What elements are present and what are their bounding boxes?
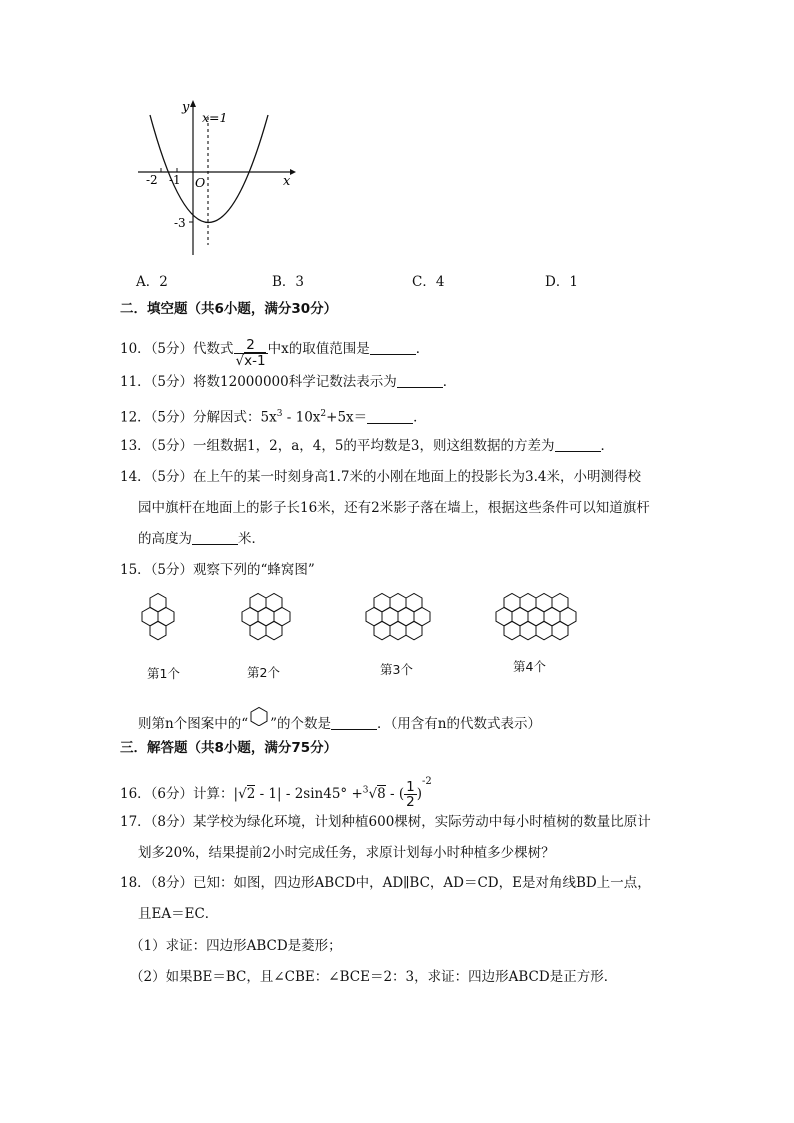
question-15-line-2: [138, 706, 541, 734]
honeycomb-caption-4: 第4个: [513, 659, 546, 674]
q13-answer-blank[interactable]: [555, 437, 601, 452]
q12-pre: 12．（5分）分解因式：5x: [120, 409, 277, 426]
q16-cube-index: 3: [362, 785, 369, 796]
q9-option-a: A．2: [136, 274, 168, 290]
q11-answer-blank[interactable]: [397, 373, 443, 388]
q10-end: ．: [415, 341, 430, 357]
q12-end: ．: [413, 409, 427, 426]
q13-end: ．: [600, 438, 615, 454]
q11-end: ．: [442, 374, 457, 390]
question-18-line-1: 18．（8分）已知：如图，四边形ABCD中，AD∥BC，AD＝CD，E是对角线BD上一点，: [120, 875, 651, 891]
q16-cube-radicand: 8: [377, 786, 386, 802]
question-16: 16．（6分）计算：|√2 - 1| - 2sin45° +$^3$√8 - ( $\frac{1}{2}$ )$^{-2}$: [120, 776, 432, 810]
q16-sqrt-radicand: 2: [246, 786, 256, 802]
q15-line2-post: ．（用含有n的代数式表示）: [377, 716, 541, 732]
q10-score: （5分）: [150, 341, 194, 357]
q9-option-d: D．1: [545, 274, 578, 290]
parabola-curve: [150, 115, 268, 223]
question-18-part-2: （2）如果BE＝BC，且∠CBE：∠BCE＝2：3，求证：四边形ABCD是正方形．: [130, 969, 618, 985]
q9-option-c: C．4: [412, 274, 445, 290]
honeycomb-figure-4: [496, 593, 576, 639]
hexagon-icon: [248, 706, 270, 726]
honeycomb-caption-3: 第3个: [380, 662, 413, 677]
question-12: [120, 404, 427, 428]
q10-fraction-num: 2: [246, 337, 255, 353]
q9-option-b: B．3: [272, 274, 305, 290]
q16-half-num: 1: [406, 779, 415, 795]
q16-pre: 16．（6分）计算：|: [120, 786, 239, 802]
q12-post: +5x＝: [326, 409, 368, 426]
tick-label-minus-3: -3: [174, 216, 186, 230]
q10-answer-blank[interactable]: [370, 340, 416, 355]
honeycomb-figure-1: [142, 593, 174, 639]
q16-half-fraction: [404, 780, 417, 809]
origin-label: O: [195, 175, 206, 190]
section-2-title: 二．填空题（共6小题，满分30分）: [120, 301, 338, 317]
q15-line2-pre: 则第n个图案中的“: [138, 716, 249, 732]
q12-answer-blank[interactable]: [367, 409, 413, 424]
y-axis-label: y: [182, 100, 190, 115]
section-3-title: 三．解答题（共8小题，满分75分）: [120, 740, 338, 756]
question-14-line-1: 14．（5分）在上午的某一时刻身高1.7米的小刚在地面上的投影长为3.4米，小明测得校: [120, 469, 641, 485]
question-18-line-2: 且EA＝EC．: [138, 906, 219, 922]
tick-label-minus-1: -1: [169, 173, 181, 187]
question-13: [120, 436, 614, 456]
q15-answer-blank[interactable]: [331, 715, 377, 730]
question-17-line-2: 划多20%，结果提前2小时完成任务，求原计划每小时种植多少棵树？: [138, 845, 555, 861]
honeycomb-figure-2: [242, 593, 290, 639]
x-axis-label: x: [283, 174, 291, 189]
question-10: [120, 334, 430, 369]
parabola-graph: [130, 95, 300, 260]
q10-fraction-den: x-1: [244, 353, 266, 369]
honeycomb-figure-3: [366, 593, 430, 639]
q16-mid1: - 1| - 2sin45°: [255, 786, 348, 802]
honeycomb-caption-2: 第2个: [247, 665, 280, 680]
question-11: [120, 372, 456, 392]
q13-text: 13．（5分）一组数据1，2，a，4，5的平均数是3，则这组数据的方差为: [120, 438, 555, 454]
q14-line3-post: 米．: [238, 531, 265, 547]
q10-fraction: $\frac{2}{√x-1}$: [235, 337, 266, 369]
q15-line2-mid: ”的个数是: [270, 716, 332, 732]
q16-mid2: - (: [385, 786, 405, 802]
question-14-line-3: [138, 529, 265, 549]
q10-post: 中x的取值范围是: [267, 341, 370, 357]
q12-mid: - 10x: [282, 409, 321, 426]
tick-label-minus-2: -2: [146, 173, 158, 187]
question-14-line-2: 园中旗杆在地面上的影子长16米，还有2米影子落在墙上，根据这些条件可以知道旗杆: [138, 500, 650, 516]
q14-answer-blank[interactable]: [192, 530, 238, 545]
q11-text: 11．（5分）将数12000000科学记数法表示为: [120, 374, 397, 390]
honeycomb-caption-1: 第1个: [147, 666, 180, 681]
question-17-line-1: 17．（8分）某学校为绿化环境，计划种植600棵树，实际劳动中每小时植树的数量比原计: [120, 814, 651, 830]
axis-of-symmetry-label: x=1: [202, 110, 228, 125]
q16-close: ): [416, 786, 423, 802]
honeycomb-figures: [130, 590, 590, 660]
question-18-part-1: （1）求证：四边形ABCD是菱形；: [130, 938, 342, 954]
q10-number: 10．: [120, 341, 151, 357]
q14-line3-pre: 的高度为: [138, 531, 192, 547]
q16-exponent: -2: [422, 776, 432, 787]
q12-sup-2: 2: [320, 409, 327, 419]
q10-pre: 代数式: [193, 341, 234, 357]
question-15-line-1: 15．（5分）观察下列的“蜂窝图”: [120, 562, 315, 578]
q12-sup-3: 3: [276, 409, 283, 419]
q16-half-den: 2: [406, 794, 415, 810]
